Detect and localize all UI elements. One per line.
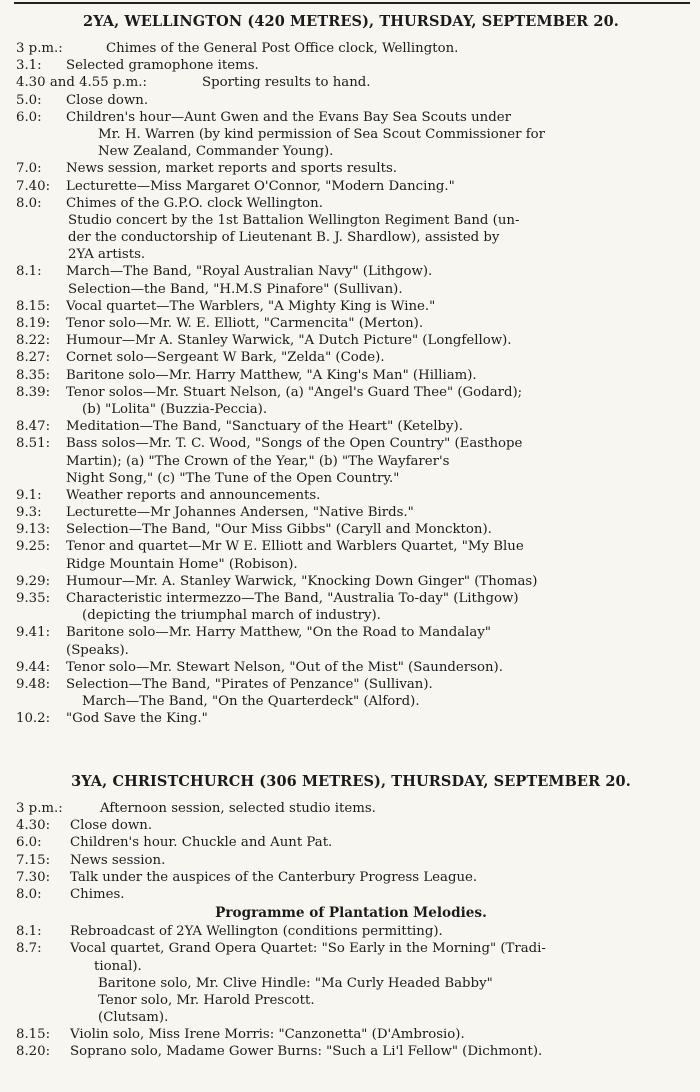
programme-text: "God Save the King." [66,711,208,727]
programme-time: 8.15: [16,298,51,314]
programme-line [16,401,686,418]
programme-text: Close down. [66,92,149,108]
programme-text: March—The Band, "On the Quarterdeck" (Alford). [82,694,420,710]
programme-line [16,160,686,177]
programme-time: 7.40: [16,178,51,194]
programme-line [16,315,686,332]
programme-line [16,1043,686,1060]
programme-text: New Zealand, Commander Young). [98,144,334,160]
programme-text: Close down. [70,818,153,834]
programme-text: Selection—the Band, "H.M.S Pinafore" (Sullivan). [68,281,403,297]
programme-time: 8.19: [16,316,51,331]
programme-line [16,246,686,263]
programme-line [16,607,686,624]
programme-time: 8.15: [16,1027,51,1043]
section-heading-3ya: 3YA, CHRISTCHURCH (306 METRES), THURSDAY, SEPTEMBER 20. [71,773,631,790]
programme-subheading: Programme of Plantation Melodies. [215,905,487,922]
programme-text: Baritone solo—Mr. Harry Matthew, "On the Road to Mandalay" [66,625,491,641]
programme-text: Chimes. [70,886,125,902]
programme-text: News session. [70,852,166,868]
programme-time: 7.0: [16,161,42,177]
programme-line [16,367,686,384]
programme-time: 8.39: [16,384,51,400]
programme-text: Tenor solos—Mr. Stuart Nelson, (a) "Angel's Guard Thee" (Godard); [66,384,523,400]
programme-time: 6.0: [16,109,42,125]
programme-time: 7.15: [16,852,51,868]
programme-list-3ya [16,800,686,903]
programme-line [16,958,686,975]
programme-time: 8.7: [16,941,42,957]
programme-text: Soprano solo, Madame Gower Burns: "Such a Li'l Fellow" (Dichmont). [70,1044,543,1060]
programme-list-3ya-plantation [16,923,686,1061]
programme-text: der the conductorship of Lieutenant B. J. Shardlow), assisted by [68,230,500,246]
programme-line [16,869,686,886]
programme-line [16,143,686,160]
section-2ya [16,12,686,728]
programme-line [16,992,686,1009]
programme-time: 8.0: [16,886,42,902]
programme-time: 8.51: [16,436,51,452]
programme-time: 8.27: [16,350,51,366]
programme-text: Violin solo, Miss Irene Morris: "Canzonetta" (D'Ambrosio). [70,1027,465,1043]
programme-time: 8.20: [16,1044,51,1060]
programme-line [16,178,686,195]
programme-line [16,817,686,834]
programme-text: Cornet solo—Sergeant W Bark, "Zelda" (Code). [66,350,385,366]
programme-line [16,590,686,607]
programme-line [16,1026,686,1043]
programme-time: 9.48: [16,676,51,692]
programme-line [16,676,686,693]
programme-time: 6.0: [16,835,42,851]
programme-time: 9.1: [16,487,42,503]
programme-text: Tenor solo—Mr. Stewart Nelson, "Out of the Mist" (Saunderson). [66,659,503,675]
programme-line [16,74,686,91]
programme-line [16,852,686,869]
programme-text: Selection—The Band, "Pirates of Penzance" (Sullivan). [66,676,433,692]
programme-text: Meditation—The Band, "Sanctuary of the Heart" (Ketelby). [66,419,463,435]
programme-text: Martin); (a) "The Crown of the Year," (b) "The Wayfarer's [66,453,450,469]
programme-time: 5.0: [16,92,42,108]
programme-time: 9.44: [16,659,51,675]
section-heading-2ya: 2YA, WELLINGTON (420 METRES), THURSDAY, SEPTEMBER 20. [83,13,619,30]
programme-time: 10.2: [16,711,51,727]
top-rule [14,2,690,4]
programme-text: Tenor solo, Mr. Harold Prescott. [98,992,315,1008]
programme-line [16,470,686,487]
programme-text: (depicting the triumphal march of industry). [82,608,381,624]
programme-text: Lecturette—Miss Margaret O'Connor, "Modern Dancing." [66,178,455,194]
programme-time: 8.1: [16,924,42,940]
programme-line [16,418,686,435]
programme-text: Lecturette—Mr Johannes Andersen, "Native Birds." [66,505,414,521]
programme-line [16,212,686,229]
programme-time: 8.35: [16,367,51,383]
programme-text: Humour—Mr A. Stanley Warwick, "A Dutch Picture" (Longfellow). [66,333,512,349]
programme-line [16,332,686,349]
programme-text: News session, market reports and sports results. [66,161,398,177]
programme-line [16,435,686,452]
programme-line [16,281,686,298]
programme-text: Talk under the auspices of the Canterbury Progress League. [70,869,478,885]
programme-line [16,573,686,590]
programme-line [16,126,686,143]
programme-time: 9.29: [16,573,51,589]
programme-text: Mr. H. Warren (by kind permission of Sea Scout Commissioner for [98,126,546,142]
programme-text: March—The Band, "Royal Australian Navy" (Lithgow). [66,264,433,280]
programme-time: 3 p.m.: [16,41,63,56]
programme-line [16,384,686,401]
programme-line [16,886,686,903]
programme-text: (Clutsam). [98,1010,169,1026]
programme-time: 8.0: [16,195,42,211]
programme-text: Tenor and quartet—Mr W E. Elliott and Warblers Quartet, "My Blue [66,539,524,555]
programme-time: 8.47: [16,419,51,435]
programme-text: Studio concert by the 1st Battalion Wellington Regiment Band (un- [68,212,520,228]
programme-line [16,487,686,504]
programme-text: Characteristic intermezzo—The Band, "Australia To-day" (Lithgow) [66,591,519,606]
programme-line [16,659,686,676]
programme-time: 7.30: [16,869,51,885]
programme-text: Selected gramophone items. [66,58,259,74]
programme-time: 9.13: [16,522,51,538]
programme-line [16,57,686,74]
programme-time: 9.3: [16,505,42,521]
programme-text: Ridge Mountain Home" (Robison). [66,556,298,572]
programme-text: Sporting results to hand. [202,75,371,91]
programme-line [16,1009,686,1026]
programme-text: Selection—The Band, "Our Miss Gibbs" (Caryll and Monckton). [66,522,492,538]
programme-line [16,349,686,366]
programme-line [16,229,686,246]
programme-line [16,710,686,727]
programme-line [16,521,686,538]
programme-text: Baritone solo, Mr. Clive Hindle: "Ma Curly Headed Babby" [98,975,493,991]
programme-text: Bass solos—Mr. T. C. Wood, "Songs of the Open Country" (Easthope [66,436,523,452]
programme-text: Children's hour—Aunt Gwen and the Evans Bay Sea Scouts under [66,109,511,125]
programme-text: Chimes of the G.P.O. clock Wellington. [66,195,323,211]
programme-list-2ya [16,40,686,728]
programme-line [16,556,686,573]
programme-time: 4.30: [16,818,51,834]
programme-line [16,92,686,109]
programme-time: 8.22: [16,333,51,349]
programme-text: Humour—Mr. A. Stanley Warwick, "Knocking Down Ginger" (Thomas) [66,573,538,589]
programme-line [16,538,686,555]
programme-time: 3 p.m.: [16,801,63,816]
programme-text: Afternoon session, selected studio items. [100,801,376,816]
programme-time: 4.30 and 4.55 p.m.: [16,75,147,91]
section-3ya [16,772,686,1061]
programme-line [16,940,686,957]
programme-line [16,923,686,940]
programme-text: Baritone solo—Mr. Harry Matthew, "A King's Man" (Hilliam). [66,367,477,383]
programme-text: (b) "Lolita" (Buzzia-Peccia). [82,401,268,417]
programme-time: 9.25: [16,539,51,555]
programme-line [16,624,686,641]
programme-text: Rebroadcast of 2YA Wellington (conditions permitting). [70,924,443,940]
programme-text: Vocal quartet, Grand Opera Quartet: "So Early in the Morning" (Tradi- [70,941,546,957]
programme-line [16,109,686,126]
programme-line [16,453,686,470]
programme-time: 8.1: [16,264,42,280]
programme-line [16,195,686,212]
programme-line [16,975,686,992]
programme-line [16,693,686,710]
programme-time: 9.41: [16,625,51,641]
programme-text: Night Song," (c) "The Tune of the Open Country." [66,470,400,486]
programme-text: (Speaks). [66,642,129,658]
programme-time: 3.1: [16,58,42,74]
programme-text: Weather reports and announcements. [66,487,321,503]
programme-line [16,834,686,851]
programme-line [16,642,686,659]
programme-text: tional). [94,958,142,974]
programme-line [16,263,686,280]
programme-line [16,504,686,521]
programme-time: 9.35: [16,591,51,606]
programme-text: 2YA artists. [68,247,146,263]
programme-text: Children's hour. Chuckle and Aunt Pat. [70,835,333,851]
programme-text: Chimes of the General Post Office clock, Wellington. [106,41,459,56]
programme-text: Tenor solo—Mr. W. E. Elliott, "Carmencita" (Merton). [66,316,424,331]
programme-line [16,298,686,315]
programme-line [16,800,686,817]
programme-line [16,40,686,57]
programme-text: Vocal quartet—The Warblers, "A Mighty King is Wine." [66,298,436,314]
